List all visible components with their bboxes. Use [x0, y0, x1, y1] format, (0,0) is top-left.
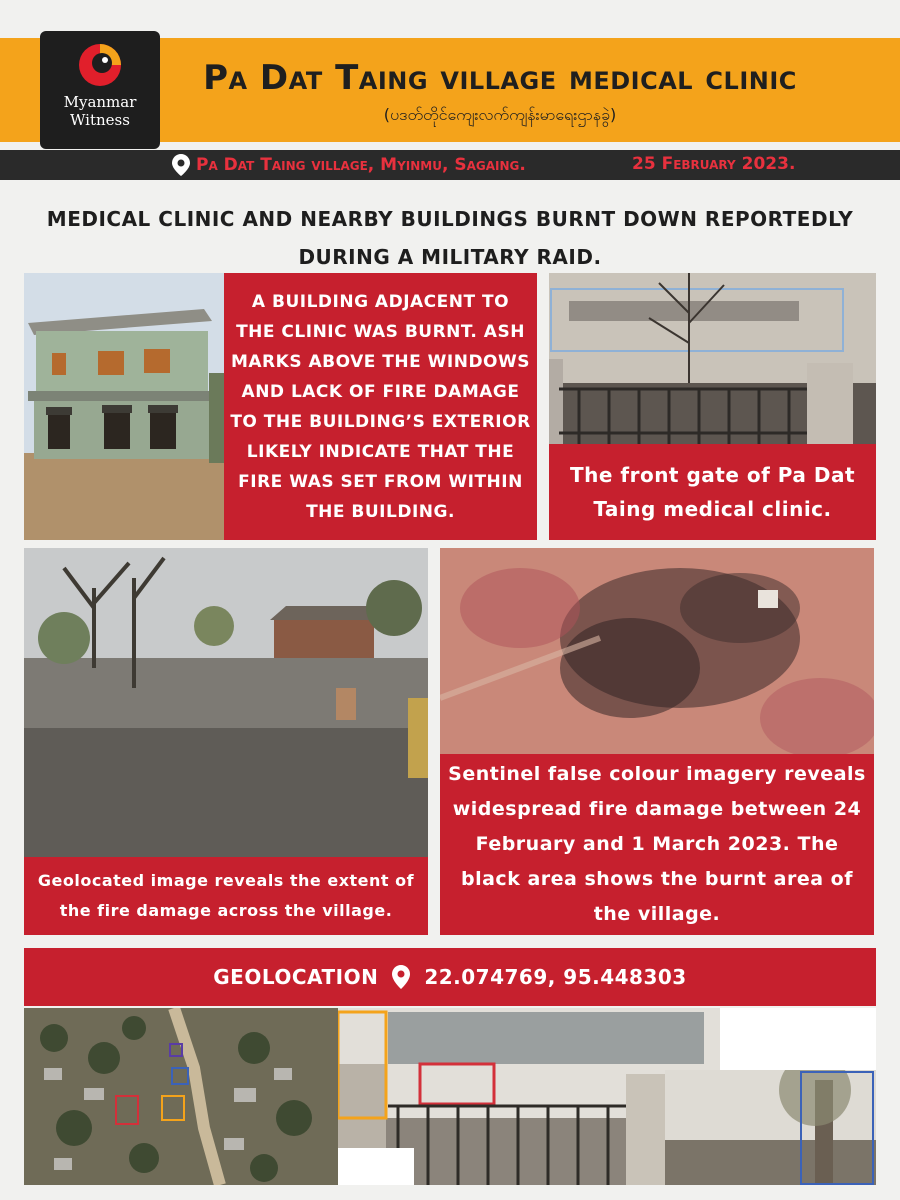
page-subtitle-burmese: (ပဒတ်တိုင်ကျေးလက်ကျန်းမာရေးဌာနခွဲ) [383, 105, 617, 124]
location-text: Pa Dat Taing village, Myinmu, Sagaing. [196, 155, 526, 175]
headline [40, 200, 860, 276]
sentinel-caption: Sentinel false colour imagery reveals widespread fire damage between 24 February and 1 March 2023. The black area shows the burnt area of the village. [440, 754, 874, 935]
page-title: Pa Dat Taing village medical clinic [203, 58, 797, 98]
geolocation-label: GEOLOCATION [213, 965, 379, 989]
satellite-illustration [24, 1008, 338, 1185]
brand-logo [40, 31, 160, 149]
village-illustration [24, 548, 428, 857]
gate-illustration [549, 273, 876, 444]
front-gate-photo [549, 273, 876, 444]
village-caption: Geolocated image reveals the extent of the fire damage across the village. [24, 857, 428, 935]
satellite-geolocation-image [24, 1008, 338, 1185]
myanmar-witness-logo-icon [78, 43, 122, 87]
brand-name-line1: Myanmar [63, 93, 137, 111]
map-pin-icon [172, 154, 190, 176]
brand-name [64, 93, 137, 129]
burnt-building-photo [24, 273, 224, 540]
building-illustration [24, 273, 224, 540]
sentinel-imagery [440, 548, 874, 754]
gate-caption: The front gate of Pa Dat Taing medical clinic. [549, 444, 876, 540]
headline-line2: DURING A MILITARY RAID. [298, 245, 602, 269]
map-pin-icon [392, 965, 410, 989]
blank-area [720, 1008, 876, 1070]
blank-area-2 [338, 1148, 414, 1185]
brand-name-line2: Witness [70, 111, 130, 129]
village-damage-photo [24, 548, 428, 857]
geolocation-bar [24, 948, 876, 1006]
headline-line1: MEDICAL CLINIC AND NEARBY BUILDINGS BURNT DOWN REPORTEDLY [46, 207, 854, 231]
building-caption: A BUILDING ADJACENT TO THE CLINIC WAS BURNT. ASH MARKS ABOVE THE WINDOWS AND LACK OF FIRE DAMAGE TO THE BUILDING’S EXTERIOR LIKELY INDICATE THAT THE FIRE WAS SET FROM WITHIN THE BUILDING. [224, 273, 537, 540]
geolocation-coords: 22.074769, 95.448303 [424, 965, 687, 989]
date-text: 25 February 2023. [632, 154, 796, 174]
trees-illustration [665, 1070, 876, 1185]
trees-closeup-image [665, 1070, 876, 1185]
location-line [172, 154, 526, 176]
sentinel-illustration [440, 548, 874, 754]
